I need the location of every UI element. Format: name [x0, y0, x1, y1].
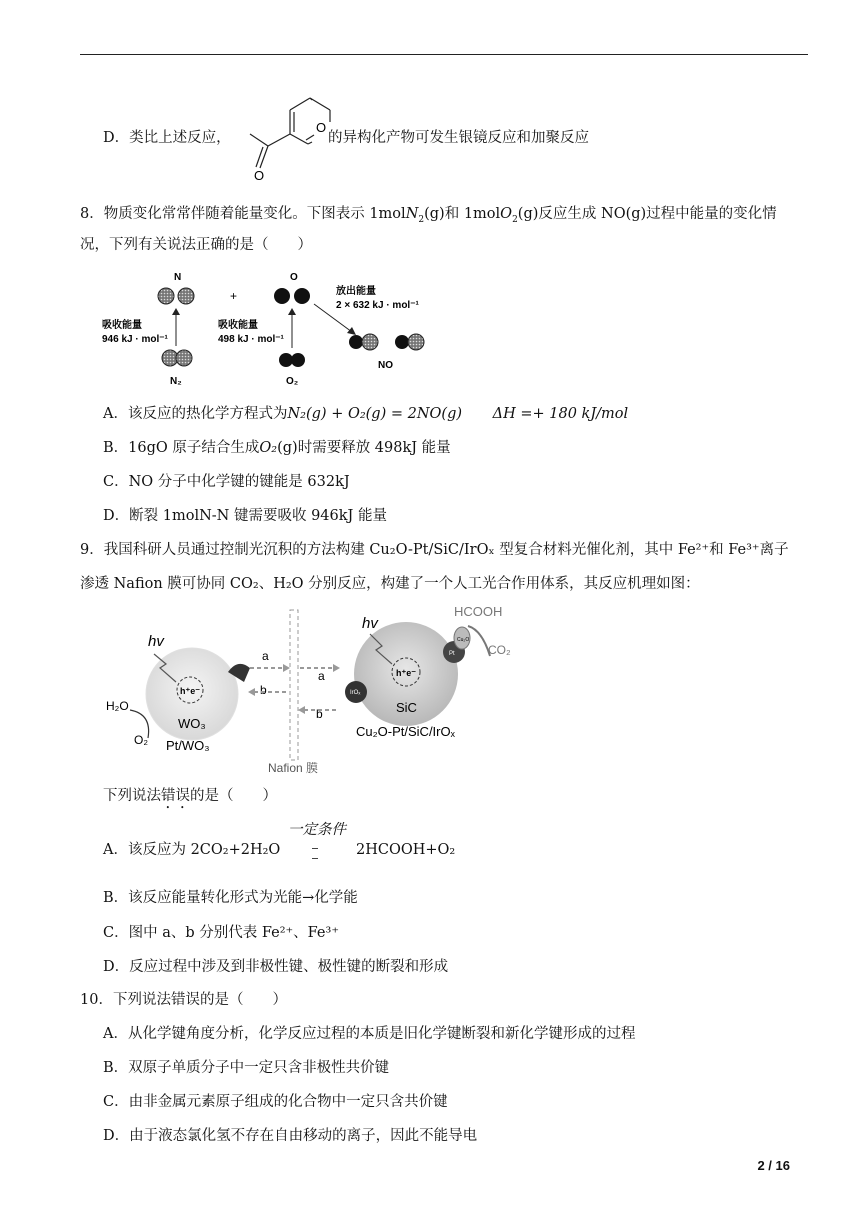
hv-label-right: hv — [362, 615, 378, 632]
n-atom — [158, 288, 174, 304]
q9-stem-line2: 渗透 Nafion 膜可协同 CO₂、H₂O 分别反应，构建了一个人工光合作用体系，其反应机理如图： — [80, 576, 700, 592]
o-atom — [294, 288, 310, 304]
q7-option-d-suffix: 的异构化产物可发生银镜反应和加聚反应 — [328, 130, 589, 146]
ring-oxygen-label: O — [316, 120, 327, 135]
q9-option-a-product: 2HCOOH+O₂ — [356, 842, 456, 858]
q10-option-a: A．从化学键角度分析，化学反应过程的本质是旧化学键断裂和新化学键形成的过程 — [103, 1026, 636, 1042]
nafion-label: Nafion 膜 — [268, 761, 319, 775]
o-atom — [274, 288, 290, 304]
no-n-atom — [362, 334, 378, 350]
reaction-condition: 一定条件 — [288, 822, 346, 838]
he-label-left: h⁺e⁻ — [180, 686, 201, 696]
cu2o-small-label: Cu₂O — [457, 637, 470, 643]
q8-option-b: B．16gO 原子结合生成O₂(g)时需要释放 498kJ 能量 — [103, 440, 451, 456]
carbonyl-oxygen-label: O — [254, 168, 265, 183]
hcooh-label: HCOOH — [454, 604, 503, 619]
q8-option-c: C．NO 分子中化学键的键能是 632kJ — [103, 474, 350, 490]
hv-label-left: hv — [148, 633, 164, 650]
q8-stem-line2: 况，下列有关说法正确的是（ ） — [80, 237, 312, 253]
absorb-label-2: 吸收能量 — [218, 320, 258, 331]
q7-molecule-diagram — [232, 88, 332, 184]
absorb-label-1: 吸收能量 — [102, 320, 142, 331]
q8-energy-diagram — [100, 268, 440, 392]
release-label: 放出能量 — [336, 286, 376, 297]
a-label-right: a — [318, 669, 325, 683]
n2-atom — [176, 350, 192, 366]
q9-option-a: A．该反应为 2CO₂+2H₂O — [103, 842, 281, 858]
q8-option-d: D．断裂 1molN-N 键需要吸收 946kJ 能量 — [103, 508, 387, 524]
co2-arrow — [468, 626, 490, 656]
q9-option-c: C．图中 a、b 分别代表 Fe²⁺、Fe³⁺ — [103, 925, 339, 941]
equals-mark — [312, 858, 318, 859]
o2-atom — [291, 353, 305, 367]
wo3-label: WO₃ — [178, 716, 206, 731]
n-atom-label: N — [174, 272, 182, 283]
irox-label: IrOₓ — [350, 690, 361, 696]
b-label-right: b — [316, 707, 323, 721]
q9-option-b: B．该反应能量转化形式为光能→化学能 — [103, 890, 358, 906]
n-atom — [178, 288, 194, 304]
nafion-membrane — [290, 610, 298, 760]
q10-option-c: C．由非金属元素原子组成的化合物中一定只含共价键 — [103, 1094, 448, 1110]
q8-stem-line1: 8．物质变化常常伴随着能量变化。下图表示 1molN$_2$(g)和 1molO$_2$(g)反应生成 NO(g)过程中能量的变化情 — [80, 206, 777, 225]
n2-label: N₂ — [170, 376, 182, 387]
q10-option-b: B．双原子单质分子中一定只含非极性共价键 — [103, 1060, 390, 1076]
o2-label: O₂ — [286, 376, 299, 387]
pt-label: Pt — [449, 651, 455, 657]
cu2o-catalyst-label: Cu₂O-Pt/SiC/IrOₓ — [356, 724, 455, 739]
o2-label: O₂ — [134, 733, 148, 747]
o-atom-label: O — [290, 272, 298, 283]
no-o-atom — [395, 335, 409, 349]
no-label: NO — [378, 360, 393, 371]
q8-option-a: A．该反应的热化学方程式为N₂(g) + O₂(g) = 2NO(g) ΔH =+ 180 kJ/mol — [103, 406, 629, 422]
absorb-value-2: 498 kJ · mol⁻¹ — [218, 334, 284, 345]
q9-ask: 下列说法错误的是（ ） — [103, 788, 277, 804]
q10-option-d: D．由于液态氯化氢不存在自由移动的离子，因此不能导电 — [103, 1128, 478, 1144]
he-label-right: h⁺e⁻ — [396, 668, 417, 678]
page-number: 2 / 16 — [757, 1158, 790, 1173]
o2-atom — [279, 353, 293, 367]
no-o-atom — [349, 335, 363, 349]
plus-sign: + — [230, 289, 238, 303]
q7-option-d: D．类比上述反应， — [103, 130, 231, 146]
co2-label: CO₂ — [488, 643, 511, 657]
sic-label: SiC — [396, 700, 417, 715]
q10-stem: 10．下列说法错误的是（ ） — [80, 992, 287, 1008]
h2o-label: H₂O — [106, 699, 129, 713]
a-label-left: a — [262, 649, 269, 663]
absorb-value-1: 946 kJ · mol⁻¹ — [102, 334, 168, 345]
no-n-atom — [408, 334, 424, 350]
pt-wo3-label: Pt/WO₃ — [166, 738, 210, 753]
header-rule — [80, 54, 808, 55]
q9-option-d: D．反应过程中涉及到非极性键、极性键的断裂和形成 — [103, 959, 449, 975]
q9-stem-line1: 9．我国科研人员通过控制光沉积的方法构建 Cu₂O-Pt/SiC/IrOₓ 型复合材料光催化剂，其中 Fe²⁺和 Fe³⁺离子 — [80, 542, 789, 558]
b-label-left: b — [260, 683, 267, 697]
equals-mark — [312, 848, 318, 849]
release-value: 2 × 632 kJ · mol⁻¹ — [336, 300, 419, 311]
q9-mechanism-diagram — [100, 602, 530, 778]
